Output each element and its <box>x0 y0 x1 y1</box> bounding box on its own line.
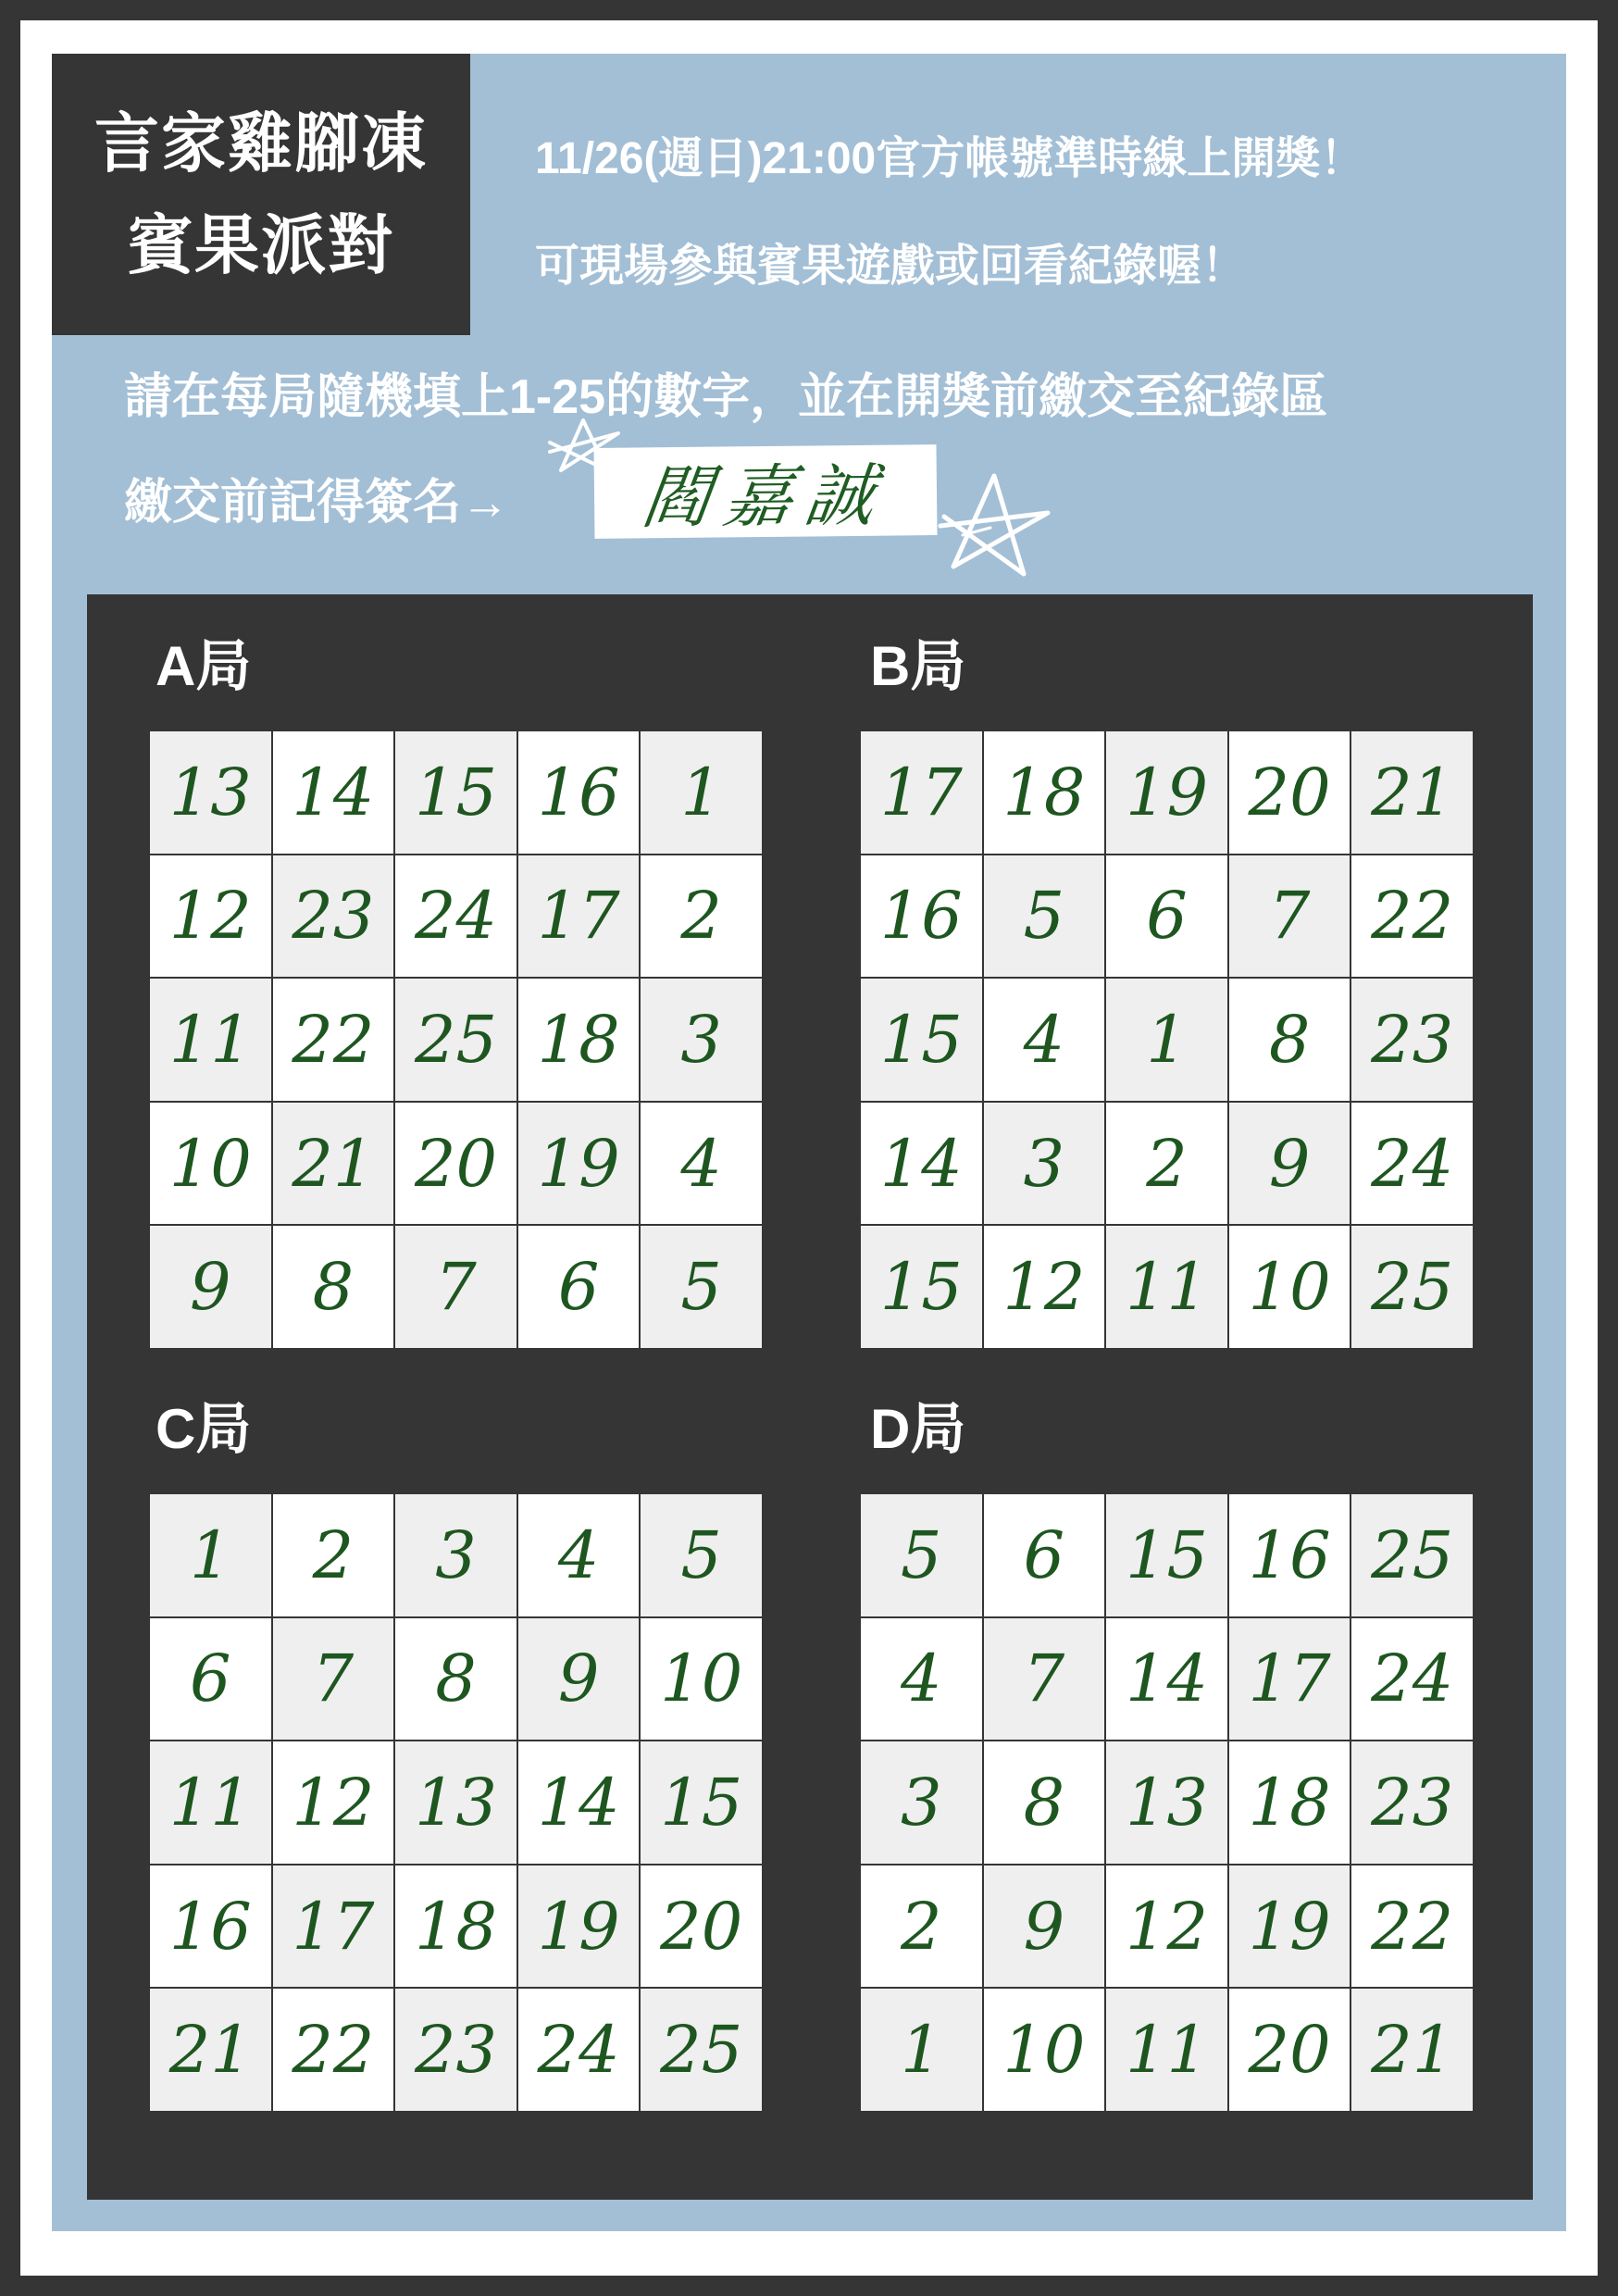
bingo-cell[interactable]: 15 <box>395 731 517 854</box>
bingo-cell[interactable]: 21 <box>150 1989 271 2111</box>
bingo-cell[interactable]: 8 <box>395 1618 517 1741</box>
bingo-cell[interactable]: 21 <box>273 1103 394 1225</box>
bingo-grid-c <box>148 1492 764 2113</box>
bingo-cell[interactable]: 23 <box>273 855 394 978</box>
bingo-cell[interactable]: 17 <box>861 731 982 854</box>
bingo-cell[interactable]: 15 <box>1106 1494 1227 1616</box>
bingo-cell[interactable]: 8 <box>273 1226 394 1348</box>
game-label-a: A局 <box>156 635 252 697</box>
bingo-cell[interactable]: 3 <box>641 979 762 1101</box>
bingo-cell[interactable]: 11 <box>150 979 271 1101</box>
bingo-cell[interactable]: 17 <box>273 1866 394 1988</box>
bingo-cell[interactable]: 5 <box>641 1226 762 1348</box>
bingo-cell[interactable]: 10 <box>1229 1226 1350 1348</box>
bingo-cell[interactable]: 24 <box>1351 1103 1473 1225</box>
bingo-cell[interactable]: 2 <box>273 1494 394 1616</box>
bingo-cell[interactable]: 5 <box>641 1494 762 1616</box>
bingo-cell[interactable]: 14 <box>861 1103 982 1225</box>
bingo-cell[interactable]: 19 <box>1106 731 1227 854</box>
title-line-1: 言家雞腳凍 <box>94 107 428 180</box>
bingo-cell[interactable]: 23 <box>1351 979 1473 1101</box>
bingo-grid-d <box>859 1492 1475 2113</box>
bingo-cell[interactable]: 12 <box>984 1226 1105 1348</box>
bingo-cell[interactable]: 24 <box>395 855 517 978</box>
bingo-cell[interactable]: 15 <box>861 979 982 1101</box>
title-box <box>52 54 470 335</box>
bingo-cell[interactable]: 21 <box>1351 1989 1473 2111</box>
bingo-cell[interactable]: 10 <box>641 1618 762 1741</box>
bingo-cell[interactable]: 25 <box>395 979 517 1101</box>
bingo-cell[interactable]: 1 <box>150 1494 271 1616</box>
bingo-cell[interactable]: 1 <box>1106 979 1227 1101</box>
bingo-cell[interactable]: 17 <box>518 855 640 978</box>
bingo-cell[interactable]: 8 <box>984 1741 1105 1864</box>
game-label-c: C局 <box>156 1398 252 1460</box>
bingo-cell[interactable]: 5 <box>861 1494 982 1616</box>
bingo-cell[interactable]: 20 <box>1229 731 1350 854</box>
game-label-d: D局 <box>870 1398 966 1460</box>
bingo-cell[interactable]: 15 <box>641 1741 762 1864</box>
bingo-cell[interactable]: 22 <box>1351 855 1473 978</box>
bingo-cell[interactable]: 19 <box>518 1866 640 1988</box>
bingo-cell[interactable]: 7 <box>273 1618 394 1741</box>
bingo-cell[interactable]: 11 <box>1106 1989 1227 2111</box>
title-line-2: 賓果派對 <box>128 209 394 281</box>
bingo-cell[interactable]: 22 <box>273 1989 394 2111</box>
bingo-grid-b <box>859 730 1475 1350</box>
bingo-cell[interactable]: 11 <box>150 1741 271 1864</box>
bingo-cell[interactable]: 14 <box>273 731 394 854</box>
bingo-cell[interactable]: 6 <box>518 1226 640 1348</box>
bingo-cell[interactable]: 4 <box>861 1618 982 1741</box>
bingo-cell[interactable]: 22 <box>1351 1866 1473 1988</box>
game-label-b: B局 <box>870 635 966 697</box>
signature-box[interactable] <box>593 444 937 539</box>
bingo-cell[interactable]: 2 <box>861 1866 982 1988</box>
bingo-cell[interactable]: 9 <box>984 1866 1105 1988</box>
bingo-cell[interactable]: 14 <box>1106 1618 1227 1741</box>
bingo-cell[interactable]: 3 <box>861 1741 982 1864</box>
bingo-cell[interactable]: 9 <box>150 1226 271 1348</box>
bingo-cell[interactable]: 4 <box>984 979 1105 1101</box>
bingo-cell[interactable]: 10 <box>984 1989 1105 2111</box>
bingo-cell[interactable]: 6 <box>150 1618 271 1741</box>
bingo-cell[interactable]: 15 <box>861 1226 982 1348</box>
bingo-cell[interactable]: 20 <box>641 1866 762 1988</box>
bingo-cell[interactable]: 3 <box>395 1494 517 1616</box>
announcement-line-2: 可現場參與賓果遊戲或回看紀錄喔！ <box>535 242 1247 291</box>
bingo-cell[interactable]: 18 <box>395 1866 517 1988</box>
bingo-cell[interactable]: 6 <box>1106 855 1227 978</box>
star-doodle-icon <box>935 470 1055 580</box>
bingo-cell[interactable]: 20 <box>1229 1989 1350 2111</box>
bingo-cell[interactable]: 16 <box>1229 1494 1350 1616</box>
bingo-cell[interactable]: 5 <box>984 855 1105 978</box>
bingo-cell[interactable]: 23 <box>395 1989 517 2111</box>
bingo-cell[interactable]: 25 <box>1351 1494 1473 1616</box>
bingo-cell[interactable]: 21 <box>1351 731 1473 854</box>
bingo-cell[interactable]: 7 <box>395 1226 517 1348</box>
bingo-cell[interactable]: 3 <box>984 1103 1105 1225</box>
bingo-cell[interactable]: 4 <box>518 1494 640 1616</box>
bingo-cell[interactable]: 18 <box>1229 1741 1350 1864</box>
bingo-cell[interactable]: 13 <box>150 731 271 854</box>
bingo-cell[interactable]: 14 <box>518 1741 640 1864</box>
bingo-cell[interactable]: 7 <box>1229 855 1350 978</box>
bingo-cell[interactable]: 19 <box>518 1103 640 1225</box>
bingo-cell[interactable]: 25 <box>641 1989 762 2111</box>
bingo-cell[interactable]: 7 <box>984 1618 1105 1741</box>
bingo-cell[interactable]: 12 <box>150 855 271 978</box>
bingo-cell[interactable]: 18 <box>518 979 640 1101</box>
bingo-cell[interactable]: 20 <box>395 1103 517 1225</box>
bingo-grid-a <box>148 730 764 1350</box>
instruction-line-2: 繳交前記得簽名→ <box>124 476 510 530</box>
bingo-cell[interactable]: 6 <box>984 1494 1105 1616</box>
bingo-cell[interactable]: 17 <box>1229 1618 1350 1741</box>
bingo-cell[interactable]: 12 <box>273 1741 394 1864</box>
instruction-line-1: 請在每局隨機填上1-25的數字，並在開獎前繳交至紀錄區 <box>124 370 1328 424</box>
bingo-cell[interactable]: 24 <box>518 1989 640 2111</box>
bingo-cell[interactable]: 2 <box>1106 1103 1227 1225</box>
bingo-cell[interactable]: 10 <box>150 1103 271 1225</box>
bingo-cell[interactable]: 16 <box>518 731 640 854</box>
bingo-cell[interactable]: 2 <box>641 855 762 978</box>
bingo-cell[interactable]: 9 <box>518 1618 640 1741</box>
announcement-line-1: 11/26(週日)21:00官方帳號準時線上開獎！ <box>535 134 1365 183</box>
bingo-cell[interactable]: 22 <box>273 979 394 1101</box>
bingo-cell[interactable]: 19 <box>1229 1866 1350 1988</box>
bingo-cell[interactable]: 25 <box>1351 1226 1473 1348</box>
bingo-cell[interactable]: 16 <box>861 855 982 978</box>
bingo-cell[interactable]: 11 <box>1106 1226 1227 1348</box>
bingo-cell[interactable]: 4 <box>641 1103 762 1225</box>
bingo-cell[interactable]: 1 <box>861 1989 982 2111</box>
bingo-cell[interactable]: 16 <box>150 1866 271 1988</box>
bingo-cell[interactable]: 13 <box>395 1741 517 1864</box>
bingo-cell[interactable]: 23 <box>1351 1741 1473 1864</box>
bingo-cell[interactable]: 24 <box>1351 1618 1473 1741</box>
bingo-cell[interactable]: 12 <box>1106 1866 1227 1988</box>
bingo-cell[interactable]: 1 <box>641 731 762 854</box>
bingo-cell[interactable]: 9 <box>1229 1103 1350 1225</box>
bingo-cell[interactable]: 18 <box>984 731 1105 854</box>
signature: 閻嘉誠 <box>637 455 892 539</box>
bingo-cell[interactable]: 13 <box>1106 1741 1227 1864</box>
bingo-cell[interactable]: 8 <box>1229 979 1350 1101</box>
